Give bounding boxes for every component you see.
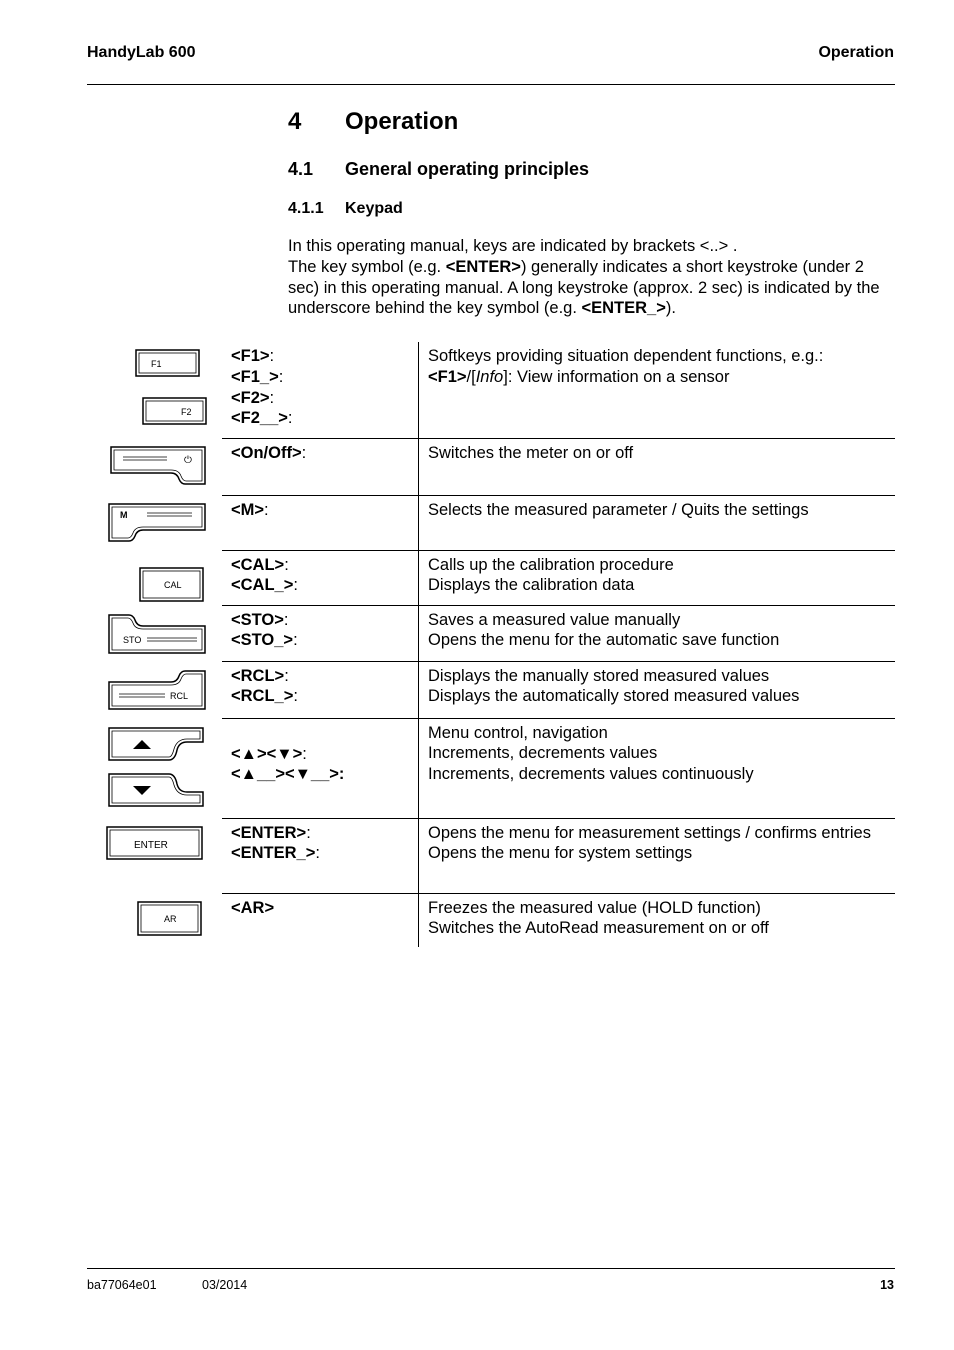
desc-line: Increments, decrements values [428,744,658,763]
key-description-cell [419,718,896,818]
key-names-cell [222,818,419,893]
key-rcl-long: <RCL_> [231,687,294,706]
table-row-m [87,495,895,550]
desc-line: Displays the calibration data [428,576,635,595]
key-description-cell [419,818,896,893]
key-colon: : [264,500,269,519]
sto-key-icon [87,605,222,661]
rcl-key-icon [87,661,222,718]
key-sto: <STO> [231,610,284,629]
ar-key-label: AR [164,914,177,924]
ar-key-icon [87,893,222,947]
enter-key-label: ENTER [134,840,168,851]
desc-text: /[ [466,367,476,386]
section-number: 4.1 [288,159,314,179]
desc-line: Displays the automatically stored measured values [428,687,800,706]
chapter-number: 4 [288,108,302,135]
intro-text [288,236,898,319]
desc-line: Opens the menu for the automatic save function [428,631,780,650]
running-header-section: Operation [818,44,894,61]
desc-line: Calls up the calibration procedure [428,555,674,574]
f2-key-label: F2 [181,407,192,417]
key-up-down: <▲><▼> [231,744,303,763]
desc-line [428,367,895,388]
table-row-ar [87,893,895,947]
key-colon: : [284,666,289,685]
key-colon: : [306,823,311,842]
key-colon: : [302,744,307,763]
key-f1-long: <F1_> [231,367,279,386]
key-description-cell [419,550,896,605]
intro-key-enter-long: <ENTER_> [581,299,666,318]
section-heading [288,159,589,180]
subsection-number: 4.1.1 [288,200,324,217]
key-description-cell [419,893,896,947]
rcl-key-label: RCL [170,691,189,701]
table-row-cal [87,550,895,605]
table-row-f1-f2 [87,342,895,438]
intro-text-b: ) generally indicates a short keystroke (under 2 sec) in this operating manual. A long keystroke (approx. 2 sec) is indicated by the underscore behind the key symbol (e.g. [288,257,880,318]
footer-document-number: ba77064e01 [87,1278,157,1292]
key-names-cell [222,495,419,550]
key-names-cell [222,550,419,605]
sto-key-label: STO [123,635,142,645]
key-up-down-long: <▲__><▼__>: [231,765,345,784]
intro-text-c: ). [665,299,676,318]
subsection-title: Keypad [345,200,403,217]
running-header-title: HandyLab 600 [87,44,196,61]
intro-line-1: In this operating manual, keys are indicated by brackets <..> . [288,237,738,255]
key-colon: : [283,610,289,629]
key-enter: <ENTER> [231,823,307,842]
m-key-label: M [120,510,128,520]
key-colon: : [293,576,298,595]
desc-line: Selects the measured parameter / Quits the settings [428,500,809,519]
key-description-cell [419,342,896,438]
intro-key-enter: <ENTER> [445,257,521,276]
key-names-cell [222,438,419,495]
table-row-arrows [87,718,895,818]
f1-f2-softkeys-icon [87,342,222,438]
desc-text: ]: View information on a sensor [503,367,730,386]
key-colon: : [284,555,289,574]
key-on-off: <On/Off> [231,443,302,462]
desc-line: Increments, decrements values continuously [428,765,754,784]
desc-line: Softkeys providing situation dependent functions, e.g.: [428,347,824,365]
key-description-cell [419,495,896,550]
desc-key: <F1> [428,367,467,386]
page-number: 13 [880,1278,894,1292]
key-colon: : [278,367,284,386]
chapter-title: Operation [345,108,459,135]
key-names-cell [222,718,419,818]
desc-softkey-name: Info [475,367,504,386]
intro-text-a: The key symbol (e.g. [288,257,446,276]
key-colon: : [269,347,275,365]
table-row-on-off [87,438,895,495]
key-colon: : [315,844,320,863]
key-names-cell [222,342,419,438]
desc-line: Saves a measured value manually [428,610,681,629]
key-description-cell [419,605,896,661]
keypad-table [87,342,895,947]
desc-line: Freezes the measured value (HOLD function) [428,898,761,917]
key-ar: <AR> [231,898,275,917]
table-row-rcl [87,661,895,718]
key-f2-long: <F2__> [231,409,288,428]
m-key-icon [87,495,222,550]
desc-line: Menu control, navigation [428,723,608,742]
desc-line: Switches the meter on or off [428,443,634,462]
cal-key-label: CAL [164,580,182,590]
desc-line: Switches the AutoRead measurement on or off [428,919,769,938]
key-cal: <CAL> [231,555,285,574]
intro-paragraph-2 [288,257,898,319]
desc-line: Opens the menu for measurement settings / confirms entries [428,823,871,842]
subsection-heading [288,200,403,218]
key-cal-long: <CAL_> [231,576,294,595]
power-symbol: ⏻ [184,455,192,466]
desc-line: Displays the manually stored measured values [428,666,770,685]
up-down-arrow-keys-icon [87,718,222,818]
footer-rule [87,1268,895,1269]
cal-key-icon [87,550,222,605]
key-description-cell [419,661,896,718]
key-f1: <F1> [231,347,270,365]
chapter-heading [288,108,458,136]
key-rcl: <RCL> [231,666,285,685]
key-m: <M> [231,500,265,519]
power-key-icon [87,438,222,495]
key-enter-long: <ENTER_> [231,844,316,863]
section-title: General operating principles [345,159,590,179]
key-names-cell [222,605,419,661]
key-colon: : [287,409,293,428]
f1-key-label: F1 [151,359,162,369]
key-colon: : [293,631,298,650]
key-description-cell [419,438,896,495]
header-rule [87,84,895,85]
key-colon: : [269,388,275,407]
desc-line: Opens the menu for system settings [428,844,693,863]
key-sto-long: <STO_> [231,631,294,650]
key-colon: : [293,687,298,706]
key-names-cell [222,893,419,947]
key-names-cell [222,661,419,718]
table-row-enter [87,818,895,893]
enter-key-icon [87,818,222,893]
footer-date: 03/2014 [202,1278,248,1292]
key-colon: : [301,443,307,462]
table-row-sto [87,605,895,661]
key-f2: <F2> [231,388,270,407]
